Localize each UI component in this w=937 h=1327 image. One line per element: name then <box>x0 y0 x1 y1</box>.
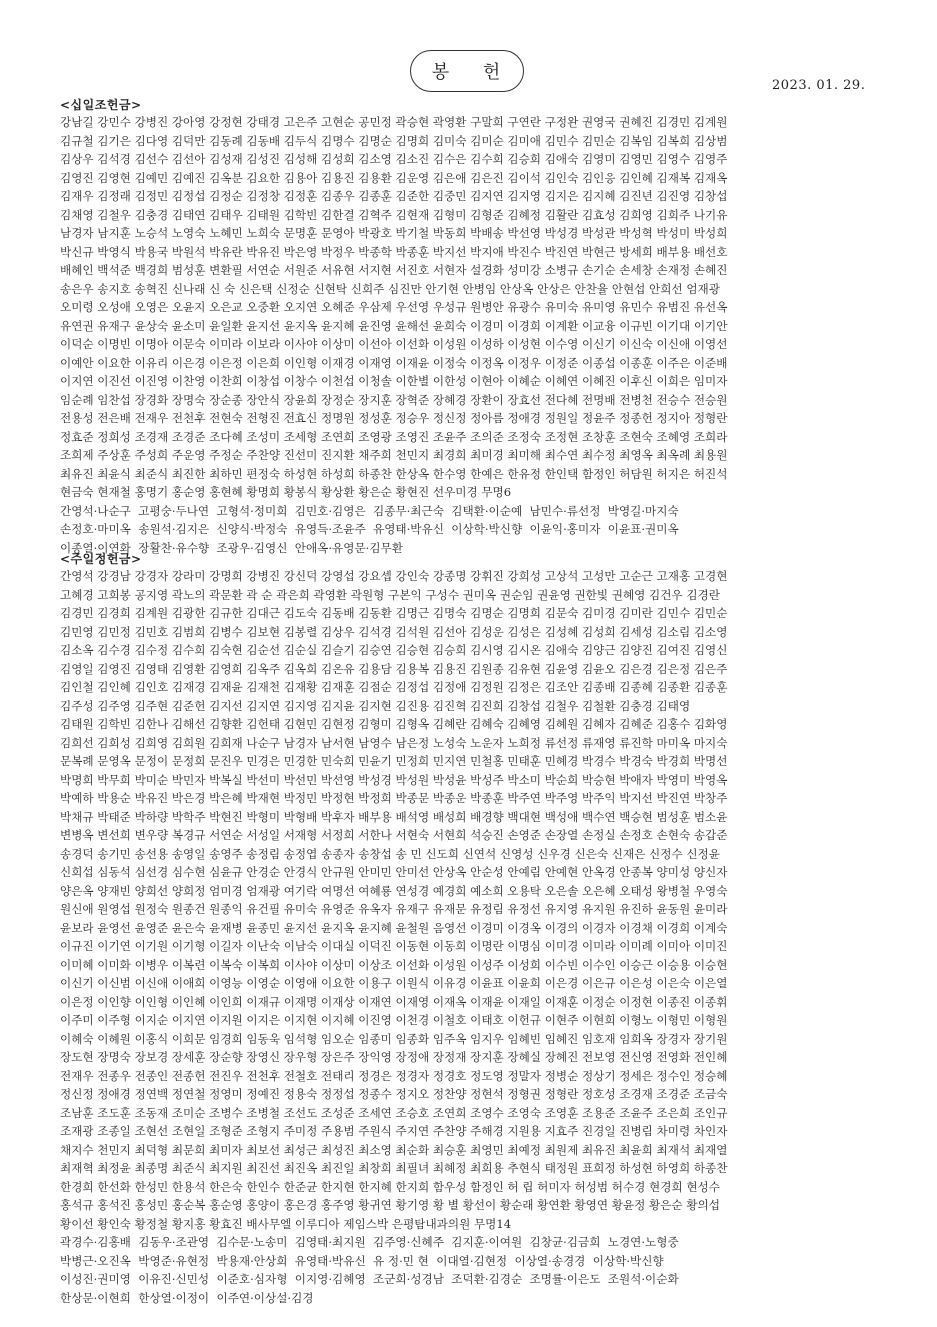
name-line: 배혜인 백석준 백경희 범성훈 변환필 서연순 서원준 서유현 서지현 서진호 서현자 설경화 성미강 소병규 손기순 손세창 손재정 손혜진 <box>60 263 728 277</box>
name-line: 이주미 이주형 이지순 이지연 이지원 이지은 이지현 이지혜 이진영 이천경 이철호 이태호 이헌규 이현주 이현희 이형노 이형민 이형원 <box>60 1013 728 1027</box>
name-line: 임순례 임찬섭 장경화 장명숙 장순종 장안식 장윤희 장정순 장지훈 장혁준 장혜경 장환이 장효선 전다혜 전명배 전병천 전승수 전승원 <box>60 392 728 407</box>
name-line: 박명희 박무희 박미순 박민자 박복실 박선미 박선민 박선영 박성경 박성원 박성윤 박성주 박소미 박순희 박승현 박애자 박영미 박영옥 <box>60 772 728 787</box>
name-line: 원신애 원영섭 원정숙 원종건 원종익 유건필 유미숙 유영준 유옥자 유재구 유재문 유정림 유정선 유지영 유지원 유진하 윤동원 윤미라 <box>60 902 728 916</box>
name-list <box>60 567 880 1307</box>
name-line: 최유진 최윤식 최준식 최진한 최하민 편정숙 하성현 하성희 하종찬 한상옥 한수영 한예은 한유정 한인택 함정인 허담원 허지은 허진석 <box>60 466 728 481</box>
name-line: 박예하 박용순 박유진 박은경 박은혜 박재현 박정민 박정현 박정희 박종문 박종운 박종훈 박주연 박주영 박주익 박지선 박진연 박창주 <box>60 791 728 805</box>
name-line: 조희제 주상훈 주성희 주운영 주정순 주찬양 진선미 진지환 채주희 천민지 최경희 최미경 최미해 최수연 최수정 최영옥 최옥례 최용원 <box>60 448 728 462</box>
name-line: 이은정 이인향 이인형 이인혜 이인희 이재규 이재명 이재상 이재연 이재영 이재옥 이재윤 이재일 이재훈 이정순 이정현 이종진 이종휘 <box>60 994 728 1009</box>
name-line: 송은우 송지호 송혁진 신나래 신 숙 신은택 신정순 신현탁 신희주 심진만 안기현 안병임 안상옥 안상은 안찬율 안현섭 안희선 엄재광 <box>60 281 720 296</box>
date-label: 2023. 01. 29. <box>772 78 866 93</box>
name-line: 간영석 강경남 강경자 강라미 강명희 강병진 강신덕 강영섭 강요셉 강인숙 강종명 강휘진 강희성 고상석 고성만 고순근 고재홍 고경현 <box>60 569 728 583</box>
name-line: 김주성 김주영 김주현 김준헌 김지선 김지연 김지영 김지윤 김지현 김진용 김진혁 김진희 김창섭 김철우 김철환 김충경 김태영 <box>60 698 691 713</box>
name-line: 김상우 김석경 김선수 김선아 김성재 김성진 김성해 김성희 김소영 김소진 김수은 김수희 김승희 김애숙 김영미 김영민 김영수 김영주 <box>60 152 728 166</box>
name-line: 이예안 이요한 이유리 이은경 이은정 이은희 이인형 이재경 이재영 이재윤 이정숙 이정옥 이정우 이정준 이종섭 이종훈 이주은 이준배 <box>60 355 728 370</box>
section-heading: <주일정헌금> <box>60 552 142 566</box>
name-line: 김희선 김희성 김희영 김희원 김희재 나순구 남경자 남서현 남영수 남은정 노성숙 노운자 노희정 류선정 류재영 류진학 마미옥 마지숙 <box>60 735 728 750</box>
name-line: 이종열·이연화 장활찬·유수향 조광우·김영신 안애옥·유영문·김무환 <box>60 540 403 555</box>
name-line: 고혜경 고희봉 공지영 곽노의 곽문환 곽 순 곽은희 곽영환 곽원형 구본익 구성수 권미옥 권순임 권윤영 권한빛 권혜영 김건우 김경란 <box>60 587 720 602</box>
name-line: 김태원 김학빈 김한나 김해선 김향환 김헌태 김현민 김현정 김형미 김형옥 김혜란 김혜숙 김혜영 김혜원 김혜자 김혜준 김홍수 김화영 <box>60 717 728 731</box>
name-line: 홍석규 홍석진 홍성민 홍순복 홍순영 홍양이 홍은경 홍주영 황귀연 황기영 황 별 황선이 황순래 황연환 황영연 황윤정 황은순 황의섭 <box>60 1198 720 1212</box>
name-line: 오미령 오성애 오영은 오윤지 오은교 오중환 오지연 오혜준 우삼제 우선영 우성규 원병안 유광수 유미숙 유미영 유민수 유범진 유선옥 <box>60 300 728 314</box>
name-line: 이혜숙 이혜원 이홍식 이희문 임경희 임동욱 임석형 임오순 임종미 임종화 임주옥 임지우 임혜빈 임혜진 임호재 임희옥 장경자 장기원 <box>60 1031 728 1046</box>
name-line: 이신기 이신범 이신애 이애희 이영능 이영순 이영애 이요한 이용구 이원식 이유경 이윤표 이윤희 이은경 이은규 이은성 이은숙 이은열 <box>60 976 728 990</box>
name-line: 김경민 김경희 김계원 김광한 김규한 김대근 김도숙 김동배 김동환 김명근 김명숙 김명순 김명희 김문숙 김미경 김미란 김민수 김민순 <box>60 606 728 620</box>
name-line: 이성진·권미영 이유진·신민성 이준호·심자형 이지영·김혜영 조군희·성경남 조덕환·김경순 조명률·이은도 조원석·이순화 <box>60 1272 679 1286</box>
name-line: 신희섭 심동석 심선경 심수현 심윤규 안경순 안경식 안규원 안미민 안미선 안상옥 안순성 안예림 안예현 안옥경 안종복 양미성 양신자 <box>60 865 728 879</box>
name-line: 조재광 조종일 조현선 조현일 조형준 조형지 주미정 주용범 주원식 주지연 주찬양 주해경 지원용 지효주 진경일 진병림 차미령 차인자 <box>60 1124 728 1138</box>
name-line: 최재혁 최정윤 최종명 최준식 최지원 최진선 최진옥 최진일 최창희 최필녀 최혜정 최희용 추현식 태정원 표희정 하성현 하영희 하종찬 <box>60 1161 728 1175</box>
name-line: 박채규 박태준 박하량 박학주 박현진 박형미 박형배 박후자 배부용 배석영 배성희 배경향 백대현 백성애 백수연 백승현 범성훈 범소윤 <box>60 809 728 824</box>
name-line: 한상문·이현희 한상열·이정이 이주연·이상설·김경 <box>60 1290 314 1305</box>
name-line: 김민영 김민정 김민호 김범희 김병수 김보현 김봉렬 김상우 김석경 김석원 김선아 김성운 김성은 김성혜 김성희 김세성 김소림 김소영 <box>60 624 728 639</box>
name-line: 김인철 김인혜 김인호 김재경 김재윤 김재천 김재황 김재훈 김점순 김정섭 김정애 김정원 김정은 김조안 김종배 김종혜 김종환 김종훈 <box>60 680 728 694</box>
name-line: 윤보라 윤영선 윤영준 윤은숙 윤재병 윤종민 윤지선 윤지옥 윤지혜 윤철원 음영선 이경미 이경옥 이경의 이경자 이경채 이경희 이계숙 <box>60 920 728 935</box>
section-heading: <십일조헌금> <box>60 98 142 112</box>
tithe-offering-section <box>60 97 880 557</box>
page-title-box <box>410 50 524 92</box>
name-line: 이미혜 이미화 이병우 이복련 이복숙 이복희 이사야 이상미 이상조 이선화 이성원 이성주 이성희 이수빈 이수인 이승근 이승용 이승현 <box>60 957 728 972</box>
name-line: 남경자 남지훈 노승석 노영숙 노혜민 노희숙 문명훈 문영아 박광호 박기철 박동희 박배송 박선영 박성경 박성관 박성혁 박성미 박성희 <box>60 226 728 240</box>
name-line: 전재우 전종우 전종인 전종헌 전진우 전천후 전철호 전태리 정경은 정경자 정경호 정도영 정말자 정병순 정상기 정세은 정수인 정승혜 <box>60 1068 728 1083</box>
name-line: 변병옥 변선희 변우량 복경규 서연순 서성일 서재형 서정희 서한나 서현숙 서현희 석승진 손영준 손장열 손정실 손정호 손현숙 송갑준 <box>60 828 728 842</box>
name-line: 채지수 천민지 최덕형 최문희 최미자 최보선 최성근 최성진 최소영 최순화 최승훈 최영민 최예정 최원제 최유진 최윤희 최재석 최재열 <box>60 1142 728 1157</box>
page-title: 봉 헌 <box>431 62 515 83</box>
name-line: 김영일 김영진 김영태 김영환 김영희 김옥주 김옥희 김온유 김용담 김용복 김용진 김원종 김유현 김윤영 김윤오 김은경 김은정 김은주 <box>60 661 728 676</box>
name-line: 한경희 한선화 한성민 한용석 한은숙 한인수 한준균 한지현 한지혜 한지희 함우성 함정인 허 립 허미자 허성범 허수경 현경희 현성수 <box>60 1179 720 1194</box>
name-line: 황이선 황인숙 황정철 황지홍 황효진 배사무엘 이루디아 제임스박 은평탐내과의원 무명14 <box>60 1216 512 1231</box>
name-line: 현금숙 현재철 홍명기 홍순영 홍현혜 황명희 황봉식 황상환 황은순 황현진 선우미경 무명6 <box>60 485 512 499</box>
sunday-offering-section <box>60 551 880 1307</box>
name-line: 김채영 김철우 김충경 김태연 김태우 김태원 김학빈 김한결 김혁주 김현재 김형미 김형준 김혜정 김활란 김효성 김희영 김희주 나기유 <box>60 207 728 222</box>
name-line: 양은옥 양재빈 양희선 양희정 엄미경 엄재광 여기락 여명선 여혜룡 연성경 예경희 예소희 오용탁 오은솔 오은혜 오태성 왕병철 우영숙 <box>60 883 728 898</box>
name-line: 김재우 김정래 김정민 김정섭 김정순 김정창 김정훈 김종우 김종훈 김준한 김중민 김지연 김지영 김지은 김지혜 김진년 김진영 김창섭 <box>60 189 728 203</box>
name-line: 조남훈 조도훈 조동재 조미순 조병수 조병철 조선도 조성준 조세연 조승호 조연희 조영수 조영숙 조영훈 조용준 조윤주 조은희 조인규 <box>60 1105 728 1120</box>
name-line: 김규철 김기은 김다영 김덕만 김동례 김동배 김두식 김명수 김명순 김명희 김미숙 김미순 김미애 김민수 김민순 김복임 김복희 김상범 <box>60 133 728 148</box>
name-line: 손정호·마미옥 송원석·김지은 신양식·박정숙 유영득·조윤주 유영태·박유신 이상학·박신향 이윤익·홍미자 이윤표·권미옥 <box>60 522 679 536</box>
name-list <box>60 113 880 557</box>
name-line: 이덕순 이명빈 이명아 이문숙 이미라 이보라 이사야 이상미 이선아 이선화 이성원 이성하 이성현 이수영 이신기 이신숙 이신애 이영선 <box>60 337 728 351</box>
name-line: 강남길 강민수 강병진 강아영 강정현 강태경 고은주 고현순 공민정 곽승현 곽영환 구말희 구연란 구정완 권영국 권혜진 김경민 김계원 <box>60 115 728 129</box>
name-line: 정신정 정애경 정연백 정연철 정영미 정예진 정용숙 정정섭 정종수 정지오 정찬양 정현석 정형권 정형란 정호성 조경재 조경준 조금숙 <box>60 1087 728 1101</box>
name-line: 박병근·오진옥 박영준·유현정 박용재·안상희 유영태·박유신 유 정·민 현 이대열·김현정 이상열·송경경 이상학·박신향 <box>60 1253 664 1268</box>
name-line: 박신규 박영식 박용국 박원석 박유란 박유진 박은영 박정우 박종학 박종훈 박지선 박지애 박진수 박진연 박현근 방세희 배부용 배선호 <box>60 244 728 259</box>
name-line: 이지연 이진선 이진영 이찬영 이찬희 이창섭 이창수 이천섭 이청솔 이한별 이한성 이현아 이혜순 이혜연 이혜진 이후신 이희은 임미자 <box>60 374 728 388</box>
name-line: 장도현 장명숙 장보경 장세훈 장순향 장영신 장우형 장은주 장익영 장정애 장정재 장지훈 장혜실 장혜진 전보영 전신영 전영화 전인혜 <box>60 1050 728 1064</box>
name-line: 유연권 유재구 윤상숙 윤소미 윤일환 윤지선 윤지옥 윤지혜 윤진영 윤해선 윤희숙 이경미 이경희 이계환 이교융 이규빈 이기대 이기안 <box>60 318 728 333</box>
name-line: 송경덕 송기민 송선용 송영일 송영주 송정림 송정엽 송종자 송창섭 송 민 신도희 신연석 신영성 신우경 신은숙 신재은 신정수 신정윤 <box>60 846 720 861</box>
name-line: 곽경수·김홍배 김동우·조관영 김수문·노송미 김영태·최지원 김주영·신혜주 김지훈·이여원 김창균·김금희 노경연·노형중 <box>60 1235 679 1249</box>
name-line: 이규진 이기연 이기원 이기형 이길자 이난숙 이남숙 이대실 이덕진 이동현 이동희 이명란 이명심 이미경 이미라 이미례 이미아 이미진 <box>60 939 728 953</box>
name-line: 문복례 문영옥 문정이 문정희 문진우 민경은 민경한 민숙희 민윤기 민정희 민지연 민철홍 민태훈 민혜경 박경수 박경숙 박경희 박명선 <box>60 754 728 768</box>
name-line: 정효준 정희성 조경재 조경준 조다혜 조성미 조세형 조연희 조영광 조영진 조윤주 조의준 조정숙 조정현 조창훈 조현숙 조혜영 조희라 <box>60 429 728 444</box>
name-line: 전용성 전은배 전재우 전천후 전현숙 전형진 전효신 정명원 정성훈 정승우 정신정 정아름 정애경 정원일 정윤주 정종헌 정지아 정형란 <box>60 411 728 425</box>
name-line: 간영석·나순구 고평숭·두나연 고형석·정미희 김민호·김영은 김종무·최근숙 김택환·이순예 남민수·류선정 박영길·마지숙 <box>60 503 679 518</box>
name-line: 김영진 김영현 김예민 김예진 김옥분 김요한 김용아 김용진 김용환 김운영 김은애 김은진 김이석 김인숙 김인응 김인혜 김재복 김재옥 <box>60 170 728 185</box>
name-line: 김소옥 김수경 김수정 김수희 김숙현 김순선 김순실 김슬기 김승연 김승현 김승희 김시영 김시온 김애숙 김양근 김양진 김여진 김영신 <box>60 643 728 657</box>
